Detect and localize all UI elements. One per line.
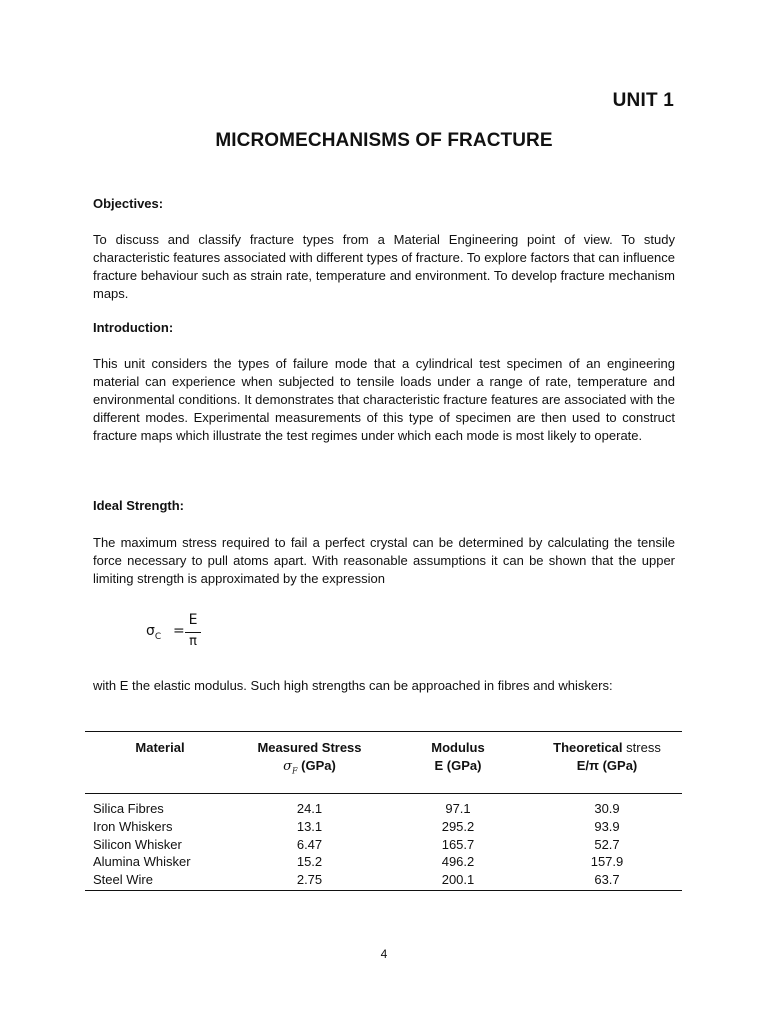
header-theoretical-bold: Theoretical xyxy=(553,740,623,755)
sigma-f-subscript: F xyxy=(292,766,298,776)
equation-numerator: E xyxy=(188,612,198,628)
header-measured-line2 xyxy=(243,757,376,781)
fraction-bar xyxy=(185,632,201,633)
header-measured-stress xyxy=(243,739,376,781)
equals-sign: = xyxy=(173,623,185,639)
cell-material: Steel Wire xyxy=(93,872,153,887)
cell-material: Silicon Whisker xyxy=(93,837,182,852)
sigma-f-symbol: σ xyxy=(283,759,292,774)
ideal-strength-heading: Ideal Strength: xyxy=(93,498,185,513)
unit-label: UNIT 1 xyxy=(612,90,674,111)
cell-measured: 2.75 xyxy=(296,872,323,887)
page-number: 4 xyxy=(380,947,388,961)
header-material xyxy=(93,739,227,757)
cell-measured: 13.1 xyxy=(296,819,323,834)
table-row xyxy=(85,800,682,818)
cell-theoretical: 52.7 xyxy=(594,837,620,852)
header-modulus-line1: Modulus xyxy=(431,740,485,755)
objectives-heading: Objectives: xyxy=(93,196,164,211)
cell-material: Iron Whiskers xyxy=(93,819,173,834)
strength-equation xyxy=(146,612,216,652)
header-theoretical-line2: E/π (GPa) xyxy=(576,758,638,773)
cell-modulus: 97.1 xyxy=(445,801,471,816)
cell-theoretical: 157.9 xyxy=(590,854,624,869)
equation-lhs xyxy=(146,623,161,642)
equation-denominator: π xyxy=(189,634,197,649)
header-measured-line1: Measured Stress xyxy=(257,740,362,755)
header-measured-unit: (GPa) xyxy=(297,758,336,773)
cell-measured: 15.2 xyxy=(296,854,323,869)
header-modulus xyxy=(393,739,523,775)
sigma-subscript: C xyxy=(154,631,162,642)
cell-measured: 6.47 xyxy=(296,837,323,852)
cell-modulus: 165.7 xyxy=(441,837,475,852)
header-material-label: Material xyxy=(135,740,185,755)
cell-modulus: 496.2 xyxy=(441,854,475,869)
introduction-heading: Introduction: xyxy=(93,320,174,335)
header-theoretical-line1 xyxy=(535,739,679,757)
table-row xyxy=(85,818,682,836)
cell-theoretical: 30.9 xyxy=(594,801,620,816)
cell-measured: 24.1 xyxy=(296,801,323,816)
cell-modulus: 295.2 xyxy=(441,819,475,834)
ideal-strength-paragraph: The maximum stress required to fail a perfect crystal can be determined by calculating the tensile force necessary to pull atoms apart. With reasonable assumptions it can be shown that the upper limiting strength is approximated by the expression xyxy=(93,535,675,586)
table-top-rule xyxy=(85,731,682,732)
table-row xyxy=(85,871,682,889)
after-equation-paragraph: with E the elastic modulus. Such high strengths can be approached in fibres and whiskers: xyxy=(93,678,613,693)
cell-theoretical: 63.7 xyxy=(594,872,620,887)
header-theoretical-stress xyxy=(535,739,679,775)
header-theoretical-light: stress xyxy=(622,740,661,755)
introduction-paragraph: This unit considers the types of failure mode that a cylindrical test specimen of an engineering material can experience when subjected to tensile loads under a range of rate, temperature and environmental conditions. It demonstrates that characteristic fracture features are associated with the different modes. Experimental measurements of this type of specimen are then used to construct fracture maps which illustrate the test regimes under which each mode is most likely to operate. xyxy=(93,356,675,443)
cell-material: Alumina Whisker xyxy=(93,854,191,869)
table-row xyxy=(85,836,682,854)
objectives-paragraph: To discuss and classify fracture types from a Material Engineering point of view. To study characteristic features associated with different types of fracture. To explore factors that can influence fracture behaviour such as strain rate, temperature and environment. To develop fracture mechanism maps. xyxy=(93,232,675,301)
cell-theoretical: 93.9 xyxy=(594,819,620,834)
cell-material: Silica Fibres xyxy=(93,801,164,816)
table-bottom-rule xyxy=(85,890,682,891)
cell-modulus: 200.1 xyxy=(441,872,475,887)
page-title: MICROMECHANISMS OF FRACTURE xyxy=(215,130,553,151)
table-header-rule xyxy=(85,793,682,794)
header-modulus-line2: E (GPa) xyxy=(434,758,482,773)
sigma-symbol: σ xyxy=(146,623,155,639)
table-row xyxy=(85,853,682,871)
